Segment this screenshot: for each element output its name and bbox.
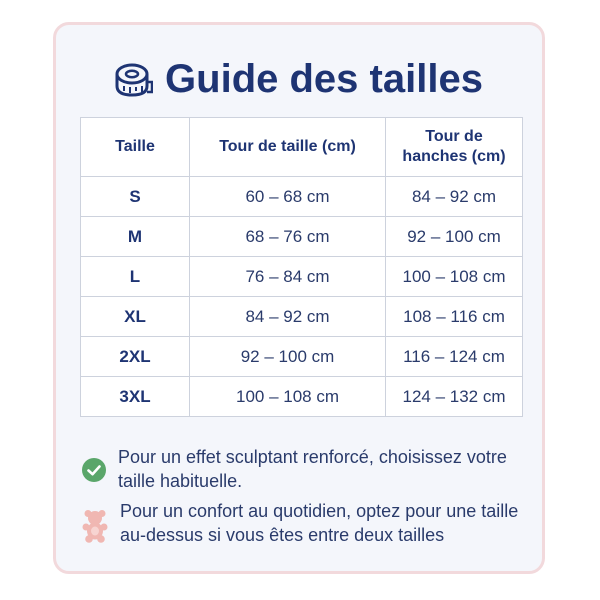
waist-cell: 60 – 68 cm [190, 177, 386, 217]
note-comfort [82, 499, 522, 547]
size-guide-card [53, 22, 545, 574]
hips-cell: 100 – 108 cm [386, 257, 523, 297]
table-row [81, 297, 523, 337]
table-row [81, 337, 523, 377]
page-title [115, 57, 483, 102]
size-cell: M [81, 217, 190, 257]
table-row [81, 377, 523, 417]
hips-cell: 108 – 116 cm [386, 297, 523, 337]
size-cell: L [81, 257, 190, 297]
size-cell: 3XL [81, 377, 190, 417]
hips-cell: 124 – 132 cm [386, 377, 523, 417]
title-text: Guide des tailles [165, 57, 483, 101]
table-header-row [81, 118, 523, 177]
waist-cell: 92 – 100 cm [190, 337, 386, 377]
waist-cell: 68 – 76 cm [190, 217, 386, 257]
size-table [80, 117, 523, 417]
waist-cell: 76 – 84 cm [190, 257, 386, 297]
header-size: Taille [81, 118, 190, 177]
note-text: Pour un confort au quotidien, optez pour une taille au-dessus si vous êtes entre deux tailles [120, 501, 519, 545]
table-row [81, 177, 523, 217]
check-circle-icon [82, 458, 106, 482]
size-cell: 2XL [81, 337, 190, 377]
teddy-bear-icon [82, 509, 108, 543]
table-row [81, 217, 523, 257]
waist-cell: 100 – 108 cm [190, 377, 386, 417]
hips-cell: 92 – 100 cm [386, 217, 523, 257]
table-row [81, 257, 523, 297]
hips-cell: 84 – 92 cm [386, 177, 523, 217]
waist-cell: 84 – 92 cm [190, 297, 386, 337]
header-waist: Tour de taille (cm) [190, 118, 386, 177]
size-cell: S [81, 177, 190, 217]
note-sculpting [82, 445, 522, 493]
measuring-tape-icon [115, 62, 153, 98]
note-text: Pour un effet sculptant renforcé, choisissez votre taille habituelle. [118, 447, 507, 491]
title-row [56, 57, 542, 103]
hips-cell: 116 – 124 cm [386, 337, 523, 377]
header-hips: Tour de hanches (cm) [386, 118, 523, 177]
size-cell: XL [81, 297, 190, 337]
